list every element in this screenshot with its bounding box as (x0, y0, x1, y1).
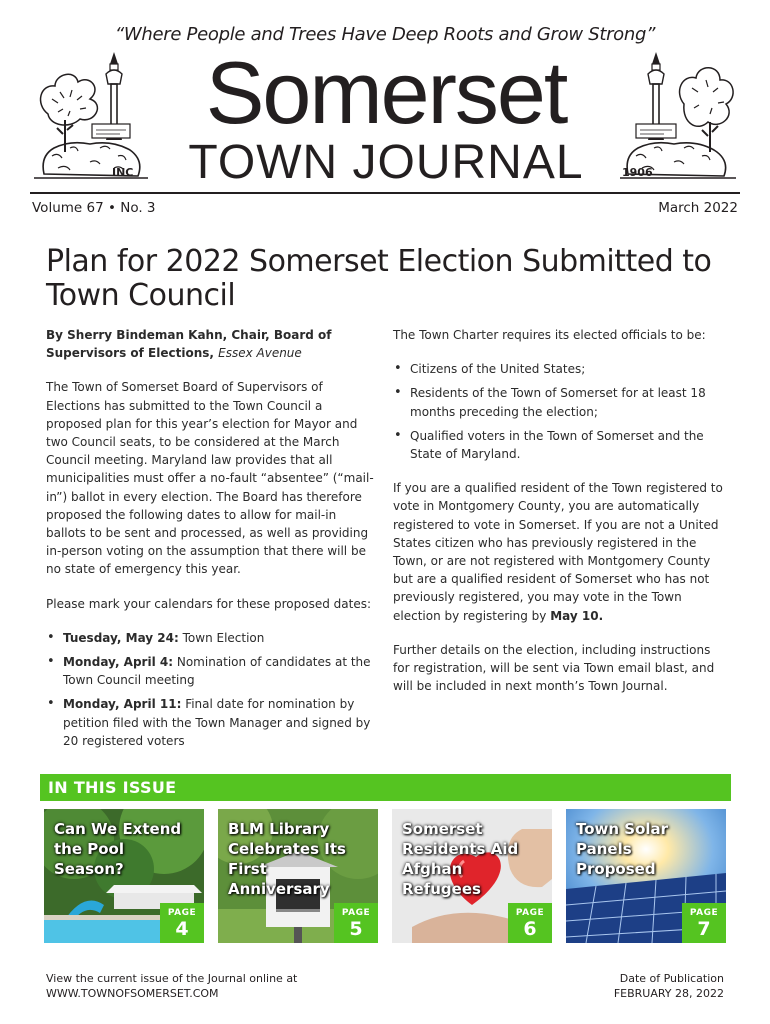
list-item: • Monday, April 11: Final date for nomination by petition filed with the Town Manager and signed by 20 registered voters (46, 695, 376, 750)
list-item: • Tuesday, May 24: Town Election (46, 629, 376, 647)
tile-page-badge: PAGE 7 (682, 903, 726, 943)
article-paragraph: The Town of Somerset Board of Supervisors of Elections has submitted to the Town Council a proposed plan for this year’s election for Mayor and two Council seats, to be considered at the March Council meeting. Maryland law provides that all municipalities must offer a no-fault “absentee” (“mail-in”) ballot in every election. The Board has therefore proposed the following dates to allow for mail-in ballots to be sent and processed, as well as providing in-person voting on the assumption that there will be no state of emergency this year. (46, 380, 374, 577)
tile-page-badge: PAGE 4 (160, 903, 204, 943)
list-item: • Monday, April 4: Nomination of candidates at the Town Council meeting (46, 653, 376, 689)
masthead-subtitle: TOWN JOURNAL (188, 136, 584, 189)
article-paragraph: Further details on the election, including instructions for registration, will be sent via Town email blast, and will be included in next month’s Town Journal. (393, 642, 715, 694)
issue-tile-refugees[interactable] (392, 809, 552, 943)
issue-date: March 2022 (658, 200, 738, 216)
masthead-title: Somerset (205, 43, 567, 142)
article-paragraph: The Town Charter requires its elected officials to be: (393, 328, 706, 342)
tile-page-badge: PAGE 6 (508, 903, 552, 943)
tagline: “Where People and Trees Have Deep Roots and Grow Strong” (114, 24, 656, 45)
requirements-list (393, 360, 723, 463)
issue-tile-library[interactable] (218, 809, 378, 943)
article-byline: By Sherry Bindeman Kahn, Chair, Board of Supervisors of Elections, Essex Avenue (46, 328, 332, 361)
list-item: • Citizens of the United States; (393, 360, 723, 378)
byline-location: Essex Avenue (218, 346, 302, 361)
list-item: • Residents of the Town of Somerset for at least 18 months preceding the election; (393, 384, 723, 420)
proposed-dates-list (46, 629, 376, 750)
in-this-issue-heading: IN THIS ISSUE (40, 774, 731, 801)
town-seal-logo-right (618, 44, 740, 192)
svg-text:INC: INC (112, 166, 134, 179)
tile-title: Somerset Residents Aid Afghan Refugees (402, 820, 519, 898)
article-paragraph: Please mark your calendars for these proposed dates: (46, 596, 372, 611)
list-item: • Qualified voters in the Town of Somerset and the State of Maryland. (393, 427, 723, 463)
tile-page-badge: PAGE 5 (334, 903, 378, 943)
article-headline: Plan for 2022 Somerset Election Submitted to Town Council (46, 244, 712, 313)
issue-tile-pool[interactable] (44, 809, 204, 943)
masthead-divider (30, 192, 740, 194)
article-right-column (393, 326, 723, 711)
tile-title: Town Solar Panels Proposed (576, 820, 669, 878)
website-link[interactable]: WWW.TOWNOFSOMERSET.COM (46, 987, 219, 1000)
tile-title: Can We Extend the Pool Season? (54, 820, 182, 878)
svg-text:1906: 1906 (622, 166, 653, 179)
footer-online-note: View the current issue of the Journal online at WWW.TOWNOFSOMERSET.COM (46, 972, 298, 1000)
article-paragraph: If you are a qualified resident of the Town registered to vote in Montgomery County, you are automatically registered to vote in Somerset. If you are not a United States citizen who has previously registered in the Town, or are not registered with Montgomery County but are a qualified resident of Somerset who has not previously registered, you may vote in the Town election by registering by May 10. (393, 481, 723, 623)
article-left-column (46, 326, 376, 766)
volume-issue: Volume 67 • No. 3 (32, 200, 156, 216)
footer-publication-date: Date of Publication FEBRUARY 28, 2022 (613, 972, 724, 1000)
town-seal-logo-left (30, 44, 152, 192)
issue-tile-solar[interactable] (566, 809, 726, 943)
tile-title: BLM Library Celebrates Its First Anniversary (228, 820, 346, 898)
